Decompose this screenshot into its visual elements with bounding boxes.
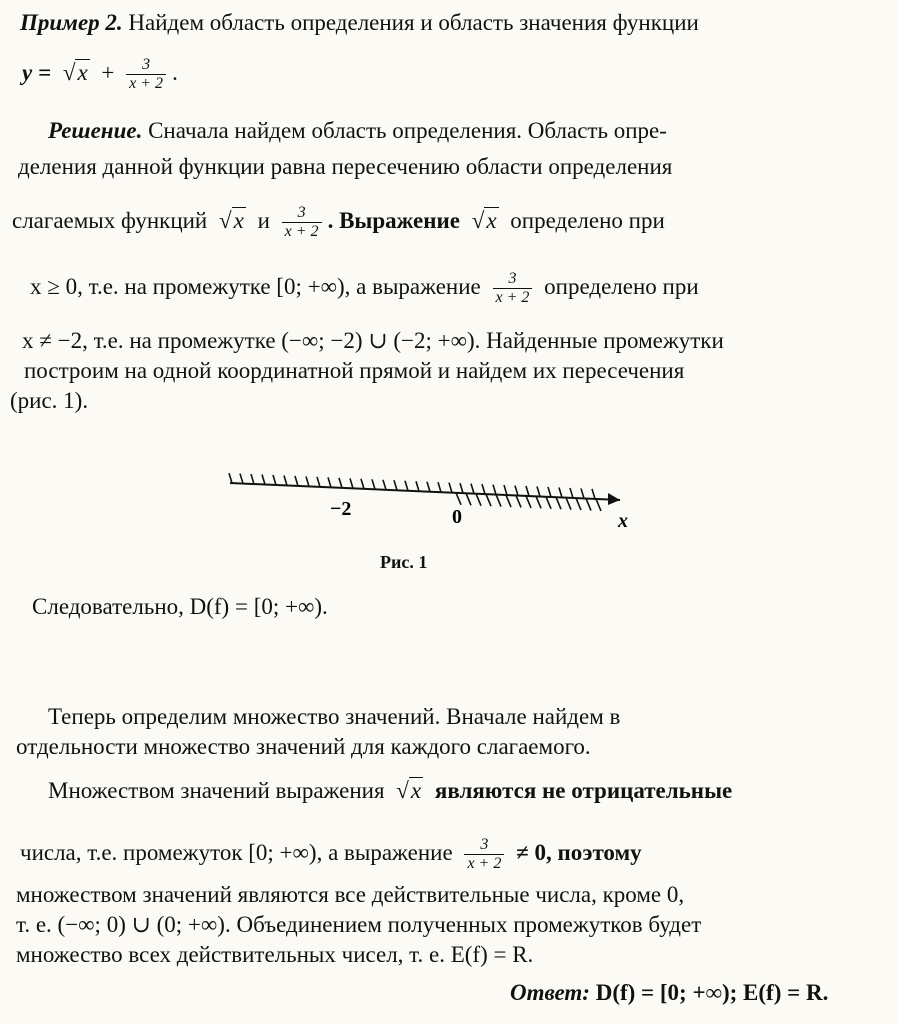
axis-arrow-icon xyxy=(608,493,620,505)
formula-end: . xyxy=(172,59,178,85)
solution-line-5: x ≠ −2, т.е. на промежутке (−∞; −2) ∪ (−2; +∞). Найденные промежутки xyxy=(22,328,724,353)
hatch-mark xyxy=(586,499,591,511)
hatch-mark xyxy=(466,493,471,505)
range-line-6: т. е. (−∞; 0) ∪ (0; +∞). Объединением полученных промежутков будет xyxy=(16,912,702,937)
range-line-4 xyxy=(20,836,897,873)
solution-text-4: x ≥ 0, т.е. на промежутке [0; +∞), а выражение xyxy=(30,273,481,299)
hatch-mark xyxy=(306,476,309,486)
hatch-mark xyxy=(559,487,562,497)
hatch-mark xyxy=(486,494,491,506)
hatch-mark xyxy=(596,499,601,511)
hatch-mark xyxy=(438,482,441,492)
hatch-mark xyxy=(229,473,232,483)
hatch-mark xyxy=(361,479,364,489)
hatch-mark xyxy=(515,486,518,496)
hatch-mark xyxy=(295,476,298,486)
tick-label-zero: 0 xyxy=(452,506,462,528)
range-text-3a: Множеством значений выражения xyxy=(48,778,385,803)
solution-text-3c: определено при xyxy=(510,207,665,233)
solution-text-3a: слагаемых функций xyxy=(12,207,208,233)
number-line-figure xyxy=(220,455,640,540)
hatch-mark xyxy=(460,483,463,493)
hatch-mark xyxy=(251,474,254,484)
range-line-2: отдельности множество значений для каждого слагаемого. xyxy=(16,734,591,759)
sqrt-x: √x xyxy=(396,778,422,803)
example-label: Пример 2. xyxy=(20,10,123,35)
sqrt-x: √x xyxy=(471,207,497,233)
solution-line-2: деления данной функции равна пересечению области определения xyxy=(18,154,673,179)
answer-line xyxy=(510,978,897,1008)
hatch-mark xyxy=(493,485,496,495)
hatch-mark xyxy=(576,498,581,510)
fraction-3-over-x-plus-2: $\frac{3}{x + 2}$ xyxy=(126,56,166,93)
hatch-mark xyxy=(504,485,507,495)
formula-plus: + xyxy=(95,59,121,85)
range-line-3 xyxy=(48,776,897,806)
fraction-3-over-x-plus-2: $\frac{3}{x + 2}$ xyxy=(464,836,504,873)
formula-lhs: y = xyxy=(22,59,57,85)
solution-and: и xyxy=(257,207,270,233)
solution-text-1: Сначала найдем область определения. Область опре- xyxy=(148,118,667,143)
solution-line-4 xyxy=(30,270,897,307)
hatch-mark xyxy=(328,477,331,487)
hatch-mark xyxy=(536,496,541,508)
domain-result: Следовательно, D(f) = [0; +∞). xyxy=(32,594,328,619)
solution-text-3b: . Выражение xyxy=(327,207,460,233)
fraction-3-over-x-plus-2: $\frac{3}{x + 2}$ xyxy=(282,204,322,241)
hatch-mark xyxy=(496,495,501,507)
answer-label: Ответ: xyxy=(510,980,590,1005)
hatch-mark xyxy=(581,488,584,498)
solution-line-6: построим на одной координатной прямой и найдем их пересечения xyxy=(24,358,685,383)
hatch-mark xyxy=(516,495,521,507)
hatch-mark xyxy=(317,477,320,487)
solution-label: Решение. xyxy=(48,118,143,143)
example-heading xyxy=(20,8,897,38)
hatch-mark xyxy=(592,489,595,499)
hatch-mark xyxy=(471,484,474,494)
hatch-mark xyxy=(556,497,561,509)
hatch-mark xyxy=(526,496,531,508)
hatch-mark xyxy=(449,483,452,493)
hatch-mark xyxy=(372,479,375,489)
example-text: Найдем область определения и область значения функции xyxy=(128,10,699,35)
hatch-mark xyxy=(476,494,481,506)
tick-label-minus-2: −2 xyxy=(330,498,352,520)
sqrt-x: √x xyxy=(62,59,88,85)
example-formula xyxy=(22,56,897,93)
solution-line-7: (рис. 1). xyxy=(10,388,89,413)
solution-text-4-end: определено при xyxy=(544,273,699,299)
hatch-mark xyxy=(537,487,540,497)
fraction-3-over-x-plus-2: $\frac{3}{x + 2}$ xyxy=(493,270,533,307)
solution-line-3 xyxy=(12,204,897,241)
solution-line-1 xyxy=(48,116,897,146)
axis-label-x: x xyxy=(618,510,628,532)
hatch-mark xyxy=(339,478,342,488)
hatch-mark xyxy=(526,486,529,496)
range-line-5: множеством значений являются все действительные числа, кроме 0, xyxy=(16,882,685,907)
hatch-mark xyxy=(262,475,265,485)
figure-caption: Рис. 1 xyxy=(380,552,428,572)
hatch-mark xyxy=(566,498,571,510)
hatch-mark xyxy=(456,493,461,505)
hatch-mark xyxy=(546,497,551,509)
hatch-mark xyxy=(394,480,397,490)
answer-text: D(f) = [0; +∞); E(f) = R. xyxy=(595,980,829,1005)
range-line-1: Теперь определим множество значений. Вначале найдем в xyxy=(48,704,621,729)
hatch-mark xyxy=(506,495,511,507)
hatch-mark xyxy=(548,487,551,497)
hatch-mark xyxy=(427,482,430,492)
hatch-mark xyxy=(350,478,353,488)
hatch-mark xyxy=(482,484,485,494)
hatch-mark xyxy=(570,488,573,498)
hatch-mark xyxy=(273,475,276,485)
range-text-4b: ≠ 0, поэтому xyxy=(516,839,642,865)
range-line-7: множество всех действительных чисел, т. е. E(f) = R. xyxy=(16,942,534,967)
hatch-mark xyxy=(240,474,243,484)
sqrt-x: √x xyxy=(219,207,244,233)
range-text-4a: числа, т.е. промежуток [0; +∞), а выражение xyxy=(20,839,453,865)
hatch-mark xyxy=(405,481,408,491)
hatch-mark xyxy=(284,475,287,485)
hatch-mark xyxy=(416,481,419,491)
hatch-mark xyxy=(383,480,386,490)
range-text-3b: являются не отрицательные xyxy=(434,778,733,803)
